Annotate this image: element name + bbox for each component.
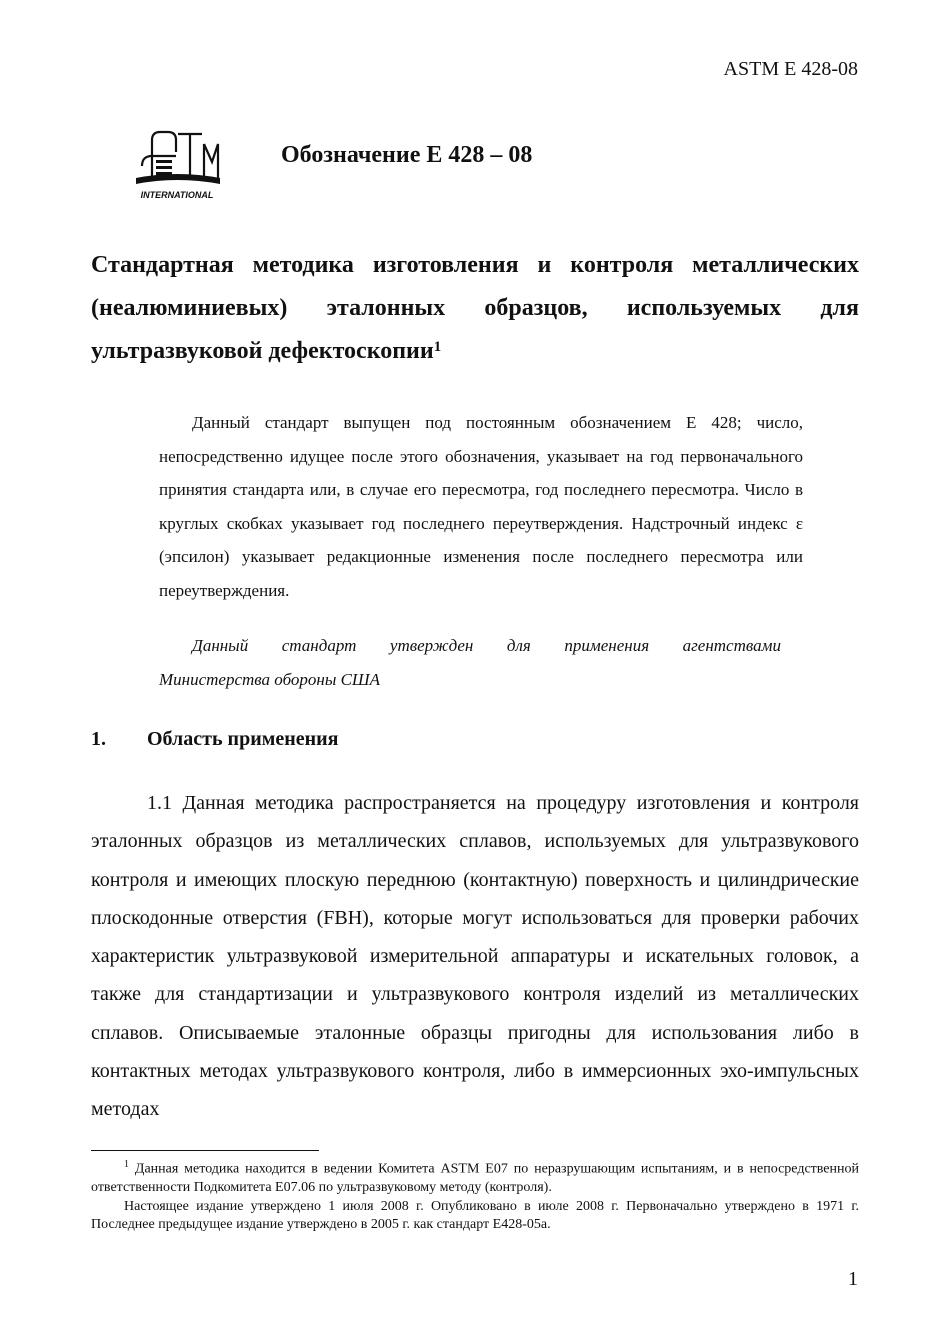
section-number: 1. [91,728,106,750]
footnote-1 [91,1156,859,1198]
paragraph-1-1: 1.1 Данная методика распространяется на процедуру изготовления и контроля эталонных образцов из металлических сплавов, используемых для ультразвукового контроля и имеющих плоскую переднюю (контактную) поверхность и цилиндрические плоскодонные отверстия (FBH), которые могут использоваться для проверки рабочих характеристик ультразвуковой измерительной аппаратуры и искательных головок, а также для стандартизации и ультразвукового контроля изделий из металлических сплавов. Описываемые эталонные образцы пригодны для использования либо в контактных методах ультразвукового контроля, либо в иммерсионных эхо-импульсных методах [91,792,859,1121]
document-title [91,244,859,373]
section-title: Область применения [147,728,339,750]
section-heading [91,728,339,751]
dod-note-line-1: Данный стандарт утвержден для применения агентствами [192,636,781,655]
logo-text: INTERNATIONAL [140,190,214,200]
dod-note-line-2: Министерства обороны США [159,670,381,689]
footnote-2: Настоящее издание утверждено 1 июля 2008 г. Опубликовано в июле 2008 г. Первоначально утверждено в 1971 г. Последнее предыдущее издание утверждено в 2005 г. как стандарт E428-05a. [91,1198,859,1233]
astm-international-logo [132,126,222,204]
standard-notice: Данный стандарт выпущен под постоянным обозначением E 428; число, непосредственно идущее после этого обозначения, указывает на год первоначального принятия стандарта или, в случае его пересмотра, год последнего пересмотра. Число в круглых скобках указывает год последнего переутверждения. Надстрочный индекс ε (эпсилон) указывает редакционные изменения после последнего пересмотра или переутверждения. [159,413,803,600]
footnotes [91,1156,859,1235]
footnote-1-mark: 1 [124,1159,129,1170]
astm-logo-icon [132,126,222,204]
footnote-1-text: Данная методика находится в ведении Комитета ASTM E07 по неразрушающим испытаниям, и в непосредственной ответственности Подкомитета E07.06 по ультразвуковому методу (контроля). [91,1161,859,1196]
running-header: ASTM E 428-08 [723,58,858,80]
standard-designation: Обозначение E 428 – 08 [281,142,533,168]
title-footnote-ref: 1 [433,339,442,355]
footnote-divider [91,1150,319,1151]
dod-approval-note [159,629,803,697]
page-number: 1 [848,1268,858,1290]
document-title-text: Стандартная методика изготовления и контроля металлических (неалюминиевых) эталонных образцов, используемых для ультразвуковой дефектоскопии [91,252,859,364]
